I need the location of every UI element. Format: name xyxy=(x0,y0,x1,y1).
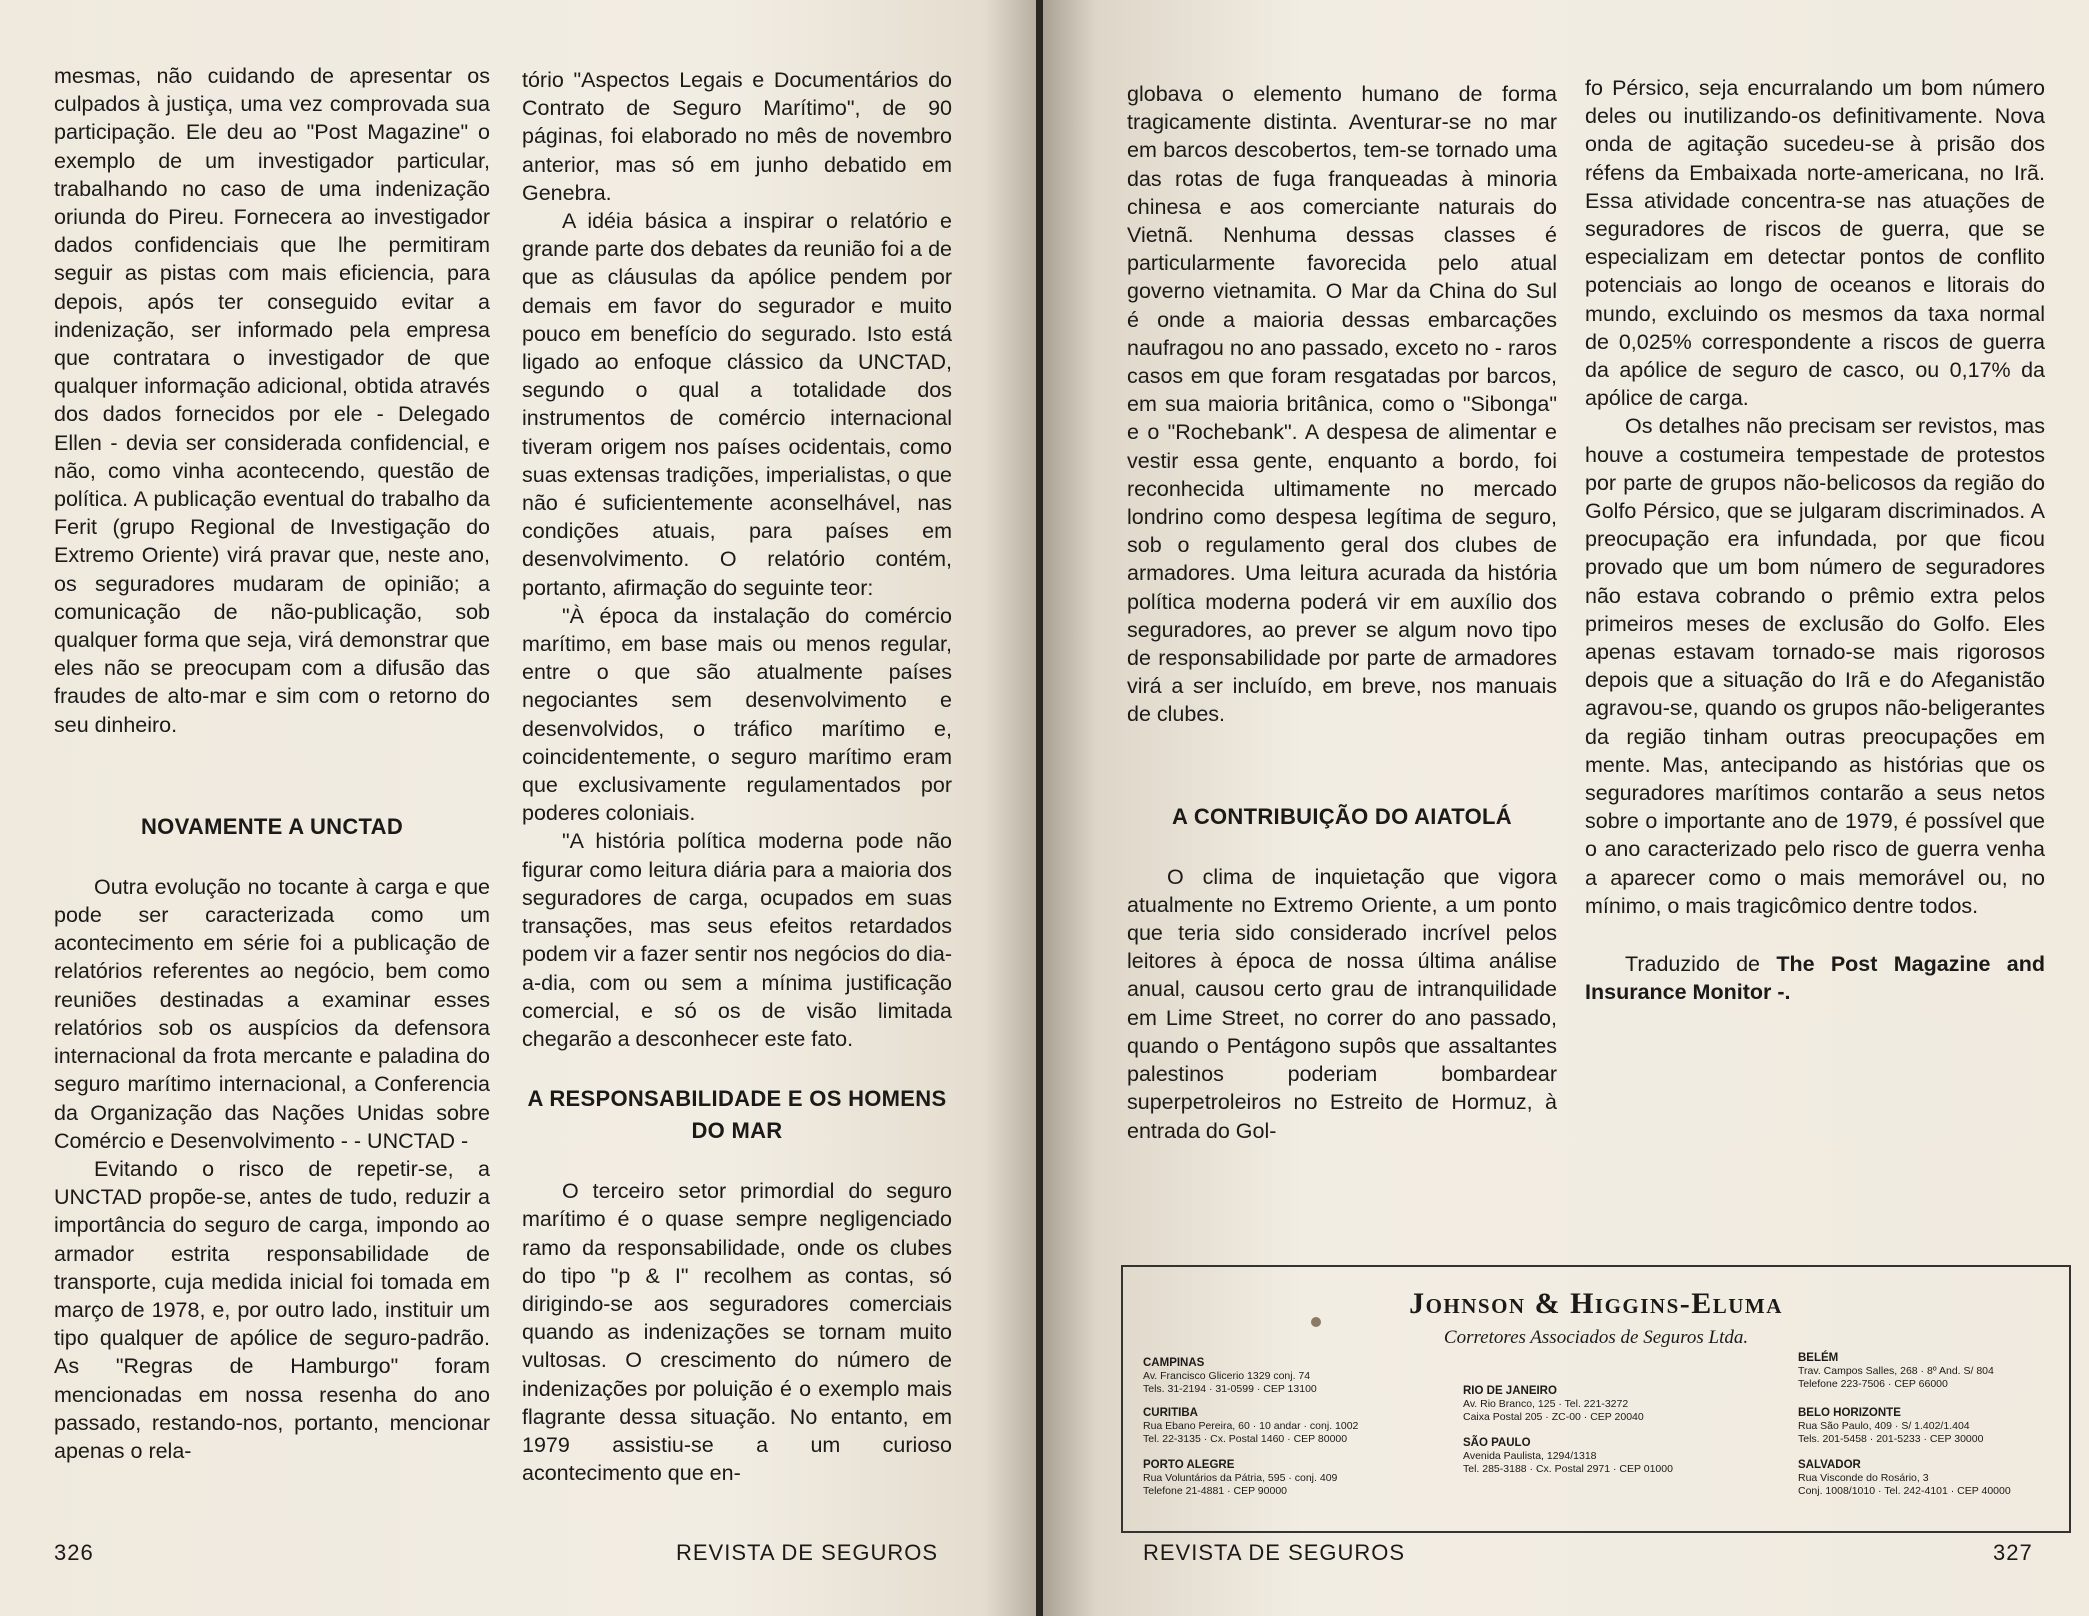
paragraph: Os detalhes não precisam ser revistos, mas houve a costumeira tempestade de protestos por parte de grupos não-belicosos da região do Golfo Pérsico, que se julgaram discriminados. A preocupação era infundada, por que ficou provado que um bom número de seguradores não estava cobrando o prêmio extra pelos primeiros meses de exclusão do Golfo. Eles apenas estavam tornado-se mais rigorosos depois que a situação do Irã e do Afeganistão agravou-se, quando os grupos não-beligerantes da região tinham outras preocupações em mente. Mas, antecipando as histórias que os seguradores marítimos contarão a seus netos sobre o importante ano de 1979, é possível que o ano caracterizado pelo risco de guerra venha a aparecer como o mais memorável ou, no mínimo, o mais tragicômico dentre todos. xyxy=(1585,414,2045,918)
office-address: Trav. Campos Salles, 268 · 8º And. S/ 804 xyxy=(1798,1365,1994,1377)
office-city: BELO HORIZONTE xyxy=(1798,1407,1901,1419)
office-curitiba xyxy=(1143,1407,1358,1446)
office-contact: Conj. 1008/1010 · Tel. 242-4101 · CEP 40000 xyxy=(1798,1485,2011,1497)
office-address: Av. Rio Branco, 125 · Tel. 221-3272 xyxy=(1463,1398,1629,1410)
office-address: Rua Ebano Pereira, 60 · 10 andar · conj. 1002 xyxy=(1143,1420,1359,1432)
office-city: CURITIBA xyxy=(1143,1407,1198,1419)
page-number: 327 xyxy=(1993,1540,2033,1565)
paragraph: fo Pérsico, seja encurralando um bom número deles ou inutilizando-os definitivamente. Nova onda de agitação sucedeu-se à prisão dos réfens da Embaixada norte-americana, no Irã. Essa atividade concentra-se nas atuações de seguradores de riscos de guerra, que se especializam em detectar pontos de conflito potenciais ao longo de oceanos e litorais do mundo, excluindo os mesmos da taxa normal de 0,025% correspondente a riscos de guerra da apólice de seguro de casco, ou 0,17% da apólice de carga. xyxy=(1585,76,2045,411)
office-sao-paulo xyxy=(1463,1437,1673,1476)
magazine-name: REVISTA DE SEGUROS xyxy=(1143,1540,1406,1565)
column-3 xyxy=(1127,80,1557,1145)
office-city: SÃO PAULO xyxy=(1463,1437,1531,1449)
office-address: Rua Voluntários da Pátria, 595 · conj. 409 xyxy=(1143,1472,1338,1484)
quote-paragraph: "À época da instalação do comércio marítimo, em base mais ou menos regular, entre o que são atualmente países negociantes sem desenvolvimento e desenvolvidos, o tráfico marítimo e, coincidentemente, o seguro marítimo eram que exclusivamente regulamentados por poderes coloniais. xyxy=(522,603,952,826)
office-rio-de-janeiro xyxy=(1463,1385,1644,1424)
office-porto-alegre xyxy=(1143,1459,1337,1498)
ad-tagline: Corretores Associados de Seguros Ltda. xyxy=(1443,1327,1749,1348)
column-1 xyxy=(54,62,490,1465)
paragraph: tório "Aspectos Legais e Documentários do Contrato de Seguro Marítimo", de 90 páginas, foi elaborado no mês de novembro anterior, mas só em junho debatido em Genebra. xyxy=(522,68,952,205)
section-heading: A CONTRIBUIÇÃO DO AIATOLÁ xyxy=(1172,803,1512,829)
translation-credit xyxy=(1585,950,2045,1006)
credit-source: The Post Magazine and Insurance Monitor -. xyxy=(1585,952,2045,1005)
office-contact: Tel. 22-3135 · Cx. Postal 1460 · CEP 80000 xyxy=(1143,1433,1348,1445)
office-contact: Tels. 201-5458 · 201-5233 · CEP 30000 xyxy=(1798,1433,1984,1445)
office-contact: Caixa Postal 205 · ZC-00 · CEP 20040 xyxy=(1463,1411,1644,1423)
section-heading: A RESPONSABILIDADE E OS HOMENS DO MAR xyxy=(527,1086,947,1144)
office-address: Av. Francisco Glicerio 1329 conj. 74 xyxy=(1143,1370,1311,1382)
office-address: Rua Visconde do Rosário, 3 xyxy=(1798,1472,1929,1484)
column-2 xyxy=(522,66,952,1487)
section-heading: NOVAMENTE A UNCTAD xyxy=(140,813,404,839)
office-city: SALVADOR xyxy=(1798,1459,1861,1471)
office-campinas xyxy=(1143,1357,1317,1396)
office-city: CAMPINAS xyxy=(1143,1357,1205,1369)
office-address: Rua São Paulo, 409 · S/ 1.402/1.404 xyxy=(1798,1420,1970,1432)
office-contact: Telefone 223-7506 · CEP 66000 xyxy=(1798,1378,1948,1390)
right-page xyxy=(1043,0,2089,1616)
office-contact: Tels. 31-2194 · 31-0599 · CEP 13100 xyxy=(1143,1383,1317,1395)
magazine-name: REVISTA DE SEGUROS xyxy=(676,1540,939,1565)
left-page xyxy=(0,0,1036,1616)
office-city: BELÉM xyxy=(1798,1352,1839,1364)
paragraph: Outra evolução no tocante à carga e que pode ser caracterizada como um acontecimento em série foi a publicação de relatórios referentes ao negócio, bem como reuniões destinadas a examinar esses relatórios sob os auspícios da defensora internacional da frota mercante e paladina do seguro marítimo internacional, a Conferencia da Organização das Nações Unidas sobre Comércio e Desenvolvimento - - UNCTAD - xyxy=(54,874,490,1153)
office-city: PORTO ALEGRE xyxy=(1143,1459,1235,1471)
ad-company-name: Johnson & Higgins-Eluma xyxy=(1409,1287,1783,1320)
office-belem xyxy=(1798,1352,1994,1391)
credit-prefix: Traduzido de xyxy=(1625,952,1777,977)
paragraph: O clima de inquietação que vigora atualmente no Extremo Oriente, a um ponto que teria sido considerado incrível pelos leitores à época de nossa última análise anual, causou certo grau de intranquilidade em Lime Street, no correr do ano passado, quando o Pentágono supôs que assaltantes palestinos poderiam bombardear superpetroleiros no Estreito de Hormuz, à entrada do Gol- xyxy=(1127,864,1557,1143)
office-belo-horizonte xyxy=(1798,1407,1983,1446)
office-address: Avenida Paulista, 1294/1318 xyxy=(1463,1450,1597,1462)
advertisement xyxy=(1121,1265,2071,1533)
office-salvador xyxy=(1798,1459,2011,1498)
paragraph: mesmas, não cuidando de apresentar os culpados à justiça, uma vez comprovada sua participação. Ele deu ao "Post Magazine" o exemplo de um investigador particular, trabalhando no caso de uma indenização oriunda do Pireu. Fornecera ao investigador dados confidenciais que lhe permitiram seguir as pistas com mais eficiencia, para depois, após ter conseguido evitar a indenização, ser informado pela empresa que contratara o investigador de que qualquer informação adicional, obtida através dos dados fornecidos por ele - Delegado Ellen - devia ser considerada confidencial, e não, como vinha acontecendo, questão de política. A publicação eventual do trabalho da Ferit (grupo Regional de Investigação do Extremo Oriente) virá pravar que, neste ano, os seguradores mudaram de opinião; a comunicação de não-publicação, sob qualquer forma que seja, virá demonstrar que eles não se preocupam com a difusão das fraudes de alto-mar e sim com o retorno do seu dinheiro. xyxy=(54,64,490,737)
office-city: RIO DE JANEIRO xyxy=(1463,1385,1557,1397)
paragraph: globava o elemento humano de forma tragicamente distinta. Aventurar-se no mar em barcos descobertos, tem-se tornado uma das rotas de fuga franqueadas à minoria chinesa e aos comerciante naturais do Vietnã. Nenhuma dessas classes é particularmente favorecida pelo atual governo vietnamita. O Mar da China do Sul é onde a maioria dessas embarcações naufragou no ano passado, exceto no - raros casos em que foram resgatadas por barcos, em sua maioria britânica, como o "Sibonga" e o "Rochebank". A despesa de alimentar e vestir essa gente, enquanto a bordo, foi reconhecida ultimamente no mercado londrino como despesa legítima de seguro, sob o regulamento geral dos clubes de armadores. Uma leitura acurada da história política moderna poderá vir em auxílio dos seguradores, ao prever se algum novo tipo de responsabilidade por parte de armadores virá a ser incluído, em breve, nos manuais de clubes. xyxy=(1127,82,1557,727)
page-number: 326 xyxy=(54,1540,94,1565)
office-contact: Telefone 21-4881 · CEP 90000 xyxy=(1143,1485,1287,1497)
office-contact: Tel. 285-3188 · Cx. Postal 2971 · CEP 01000 xyxy=(1463,1463,1673,1475)
paragraph: A idéia básica a inspirar o relatório e grande parte dos debates da reunião foi a de que as cláusulas da apólice pendem por demais em favor do segurador e muito pouco em benefício do segurado. Isto está ligado ao enfoque clássico da UNCTAD, segundo o qual a totalidade dos instrumentos de comércio internacional tiveram origem nos países ocidentais, como suas extensas tradições, imperialistas, o que não é suficientemente aconselhável, nas condições atuais, para países em desenvolvimento. O relatório contém, portanto, afirmação do seguinte teor: xyxy=(522,209,952,600)
quote-paragraph: "A história política moderna pode não figurar como leitura diária para a maioria dos seguradores de carga, ocupados em suas transações, mas seus efeitos retardados podem vir a fazer sentir nos negócios do dia-a-dia, com ou sem a mínima justificação comercial, e só os de visão limitada chegarão a desconhecer este fato. xyxy=(522,829,952,1051)
paragraph: Evitando o risco de repetir-se, a UNCTAD propõe-se, antes de tudo, reduzir a importância do seguro de carga, impondo ao armador estrita responsabilidade de transporte, cuja medida inicial foi tomada em março de 1978, e, por outro lado, instituir um tipo qualquer de apólice de seguro-padrão. As "Regras de Hamburgo" foram mencionadas em nossa resenha do ano passado, restando-nos, portanto, mencionar apenas o rela- xyxy=(54,1156,490,1463)
column-4 xyxy=(1585,74,2045,1007)
paragraph: O terceiro setor primordial do seguro marítimo é o quase sempre negligenciado ramo da responsabilidade, onde os clubes do tipo "p & I" recolhem as contas, só dirigindo-se aos seguradores comerciais quando as indenizações se tornam muito vultosas. O crescimento do número de indenizações por poluição é o exemplo mais flagrante dessa situação. No entanto, em 1979 assistiu-se a um curioso acontecimento que en- xyxy=(522,1179,952,1486)
